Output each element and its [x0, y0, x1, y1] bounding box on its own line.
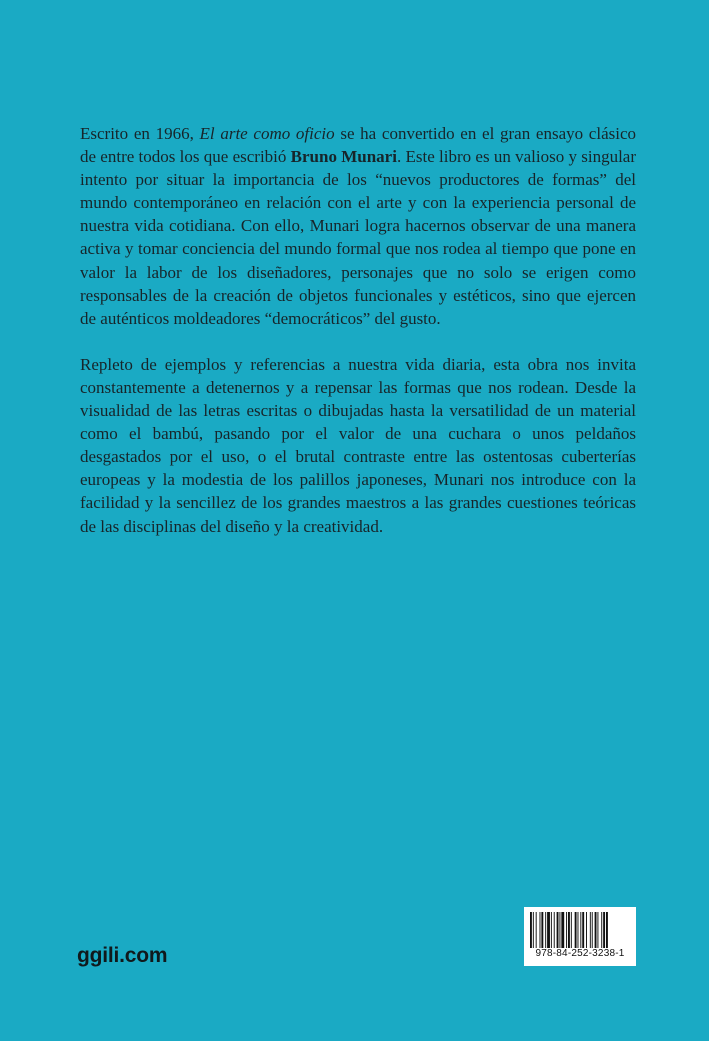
barcode-bar [533, 912, 534, 948]
barcode-bar [554, 912, 555, 948]
barcode-bar [590, 912, 591, 948]
barcode-bar [559, 912, 560, 948]
barcode-bar [601, 912, 602, 948]
barcode-bar [582, 912, 584, 948]
paragraph-1 [80, 122, 636, 330]
barcode-bar [603, 912, 605, 948]
blurb-text [80, 122, 636, 561]
barcode-bar [541, 912, 543, 948]
barcode-bar [586, 912, 587, 948]
barcode-bar [547, 912, 550, 948]
isbn-number: 978-84-252-3238-1 [535, 948, 625, 959]
barcode-bar [551, 912, 552, 948]
barcode-bar [575, 912, 577, 948]
barcode-bar [595, 912, 597, 948]
barcode-bar [561, 912, 564, 948]
barcode-bar [545, 912, 546, 948]
barcode-bar [580, 912, 581, 948]
publisher-website: ggili.com [77, 944, 168, 967]
barcode-bar [578, 912, 579, 948]
run: Repleto de ejemplos y referencias a nuestra vida diaria, esta obra nos invita constantemente a detenernos y a repensar las formas que nos rodean. Desde la visualidad de las letras escritas o dibujadas hasta la versatilidad de un material como el bambú, pasando por el valor de una cuchara o unos peldaños desgastados por el uso, o el brutal contraste entre las ostentosas cuberterías europeas y la modestia de los palillos japoneses, Munari nos introduce con la facilidad y la sencillez de los grandes maestros a las grandes cuestiones teóricas de las disciplinas del diseño y la creatividad. [80, 354, 636, 536]
barcode-bar [592, 912, 593, 948]
barcode-bar [540, 912, 541, 948]
barcode-bar [568, 912, 570, 948]
run: . Este libro es un valioso y singular intento por situar la importancia de los “nuevos productores de formas” del mundo contemporáneo en relación con el arte y con la experiencia personal de nuestra vida cotidiana. Con ello, Munari logra hacernos observar de una manera activa y tomar conciencia del mundo formal que nos rodea al tiempo que pone en valor la labor de los diseñadores, personajes que no solo se erigen como responsables de la creación de objetos funcionales y estéticos, sino que ejercen de auténticos moldeadores “democráticos” del gusto. [80, 147, 636, 328]
barcode-bar [606, 912, 608, 948]
run: se ha convertido en el gran ensayo clásico de entre todos los que escribió [80, 124, 636, 167]
barcode-bar [530, 912, 532, 948]
book-title: El arte como oficio [199, 124, 335, 143]
isbn-barcode [524, 907, 636, 966]
barcode-bar [557, 912, 559, 948]
barcode-bar [597, 912, 598, 948]
paragraph-2 [80, 353, 636, 538]
barcode-bar [566, 912, 567, 948]
run: Escrito en 1966, [80, 124, 200, 143]
author-name: Bruno Munari [290, 147, 397, 167]
barcode-icon [530, 912, 630, 948]
barcode-bar [571, 912, 572, 948]
barcode-bar [536, 912, 537, 948]
